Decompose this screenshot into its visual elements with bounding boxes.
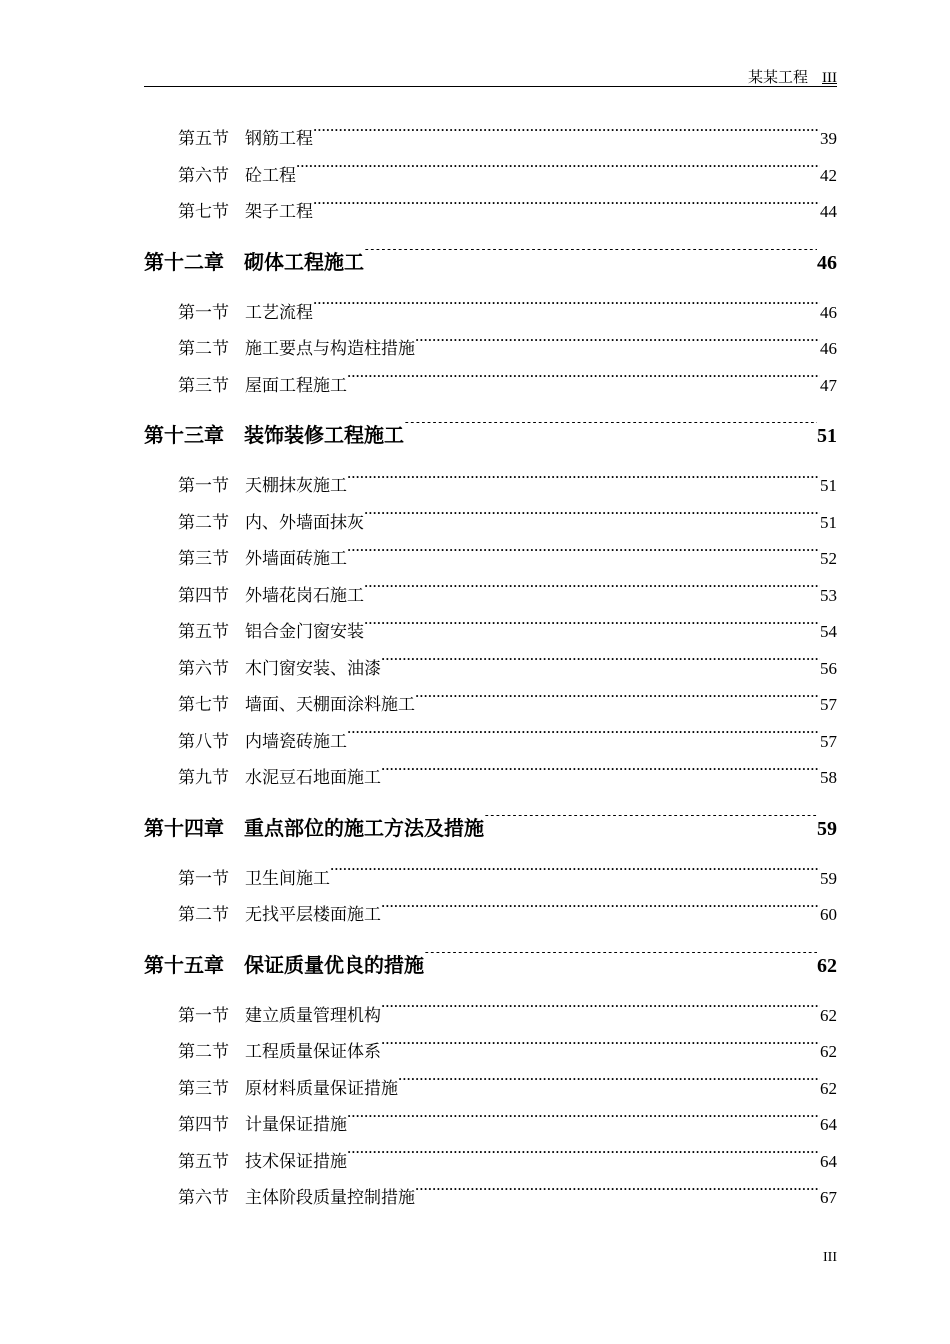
- dot-leader: [364, 584, 820, 601]
- toc-page-number: 64: [820, 1115, 837, 1134]
- toc-page-number: 54: [820, 622, 837, 641]
- page-header: [144, 66, 837, 87]
- toc-section-row[interactable]: [144, 614, 837, 651]
- toc-entry-text: 装饰装修工程施工: [244, 425, 404, 447]
- dot-leader: [398, 1077, 820, 1094]
- toc-entry-label: 第九节: [178, 768, 229, 787]
- toc-page-number: 46: [817, 251, 837, 274]
- toc-entry-text: 建立质量管理机构: [245, 1005, 381, 1025]
- toc-entry-text: 内墙瓷砖施工: [245, 731, 347, 751]
- toc-page-number: 44: [820, 202, 837, 221]
- toc-section-row[interactable]: [144, 1071, 837, 1108]
- toc-entry-text: 卫生间施工: [245, 868, 330, 888]
- toc-entry-title: [178, 121, 313, 158]
- toc-entry-label: 第六节: [178, 1188, 229, 1207]
- toc-entry-title: [178, 897, 381, 934]
- toc-entry-label: 第六节: [178, 658, 229, 678]
- toc-section-row[interactable]: [144, 1180, 837, 1217]
- dot-leader: [381, 903, 820, 920]
- toc-entry-text: 砼工程: [245, 165, 296, 185]
- toc-page-number: 51: [817, 425, 837, 447]
- toc-page-number: 62: [820, 1078, 837, 1098]
- toc-entry-title: [178, 368, 347, 405]
- toc-entry-title: [178, 861, 330, 898]
- toc-chapter-row[interactable]: [144, 804, 837, 854]
- toc-entry-label: 第二节: [178, 339, 229, 358]
- toc-entry-text: 计量保证措施: [245, 1115, 347, 1134]
- toc-entry-title: [178, 1071, 398, 1108]
- toc-entry-label: 第二节: [178, 512, 229, 532]
- toc-entry-title: [178, 651, 381, 688]
- toc-entry-title: [178, 998, 381, 1035]
- toc-section-row[interactable]: [144, 194, 837, 231]
- dot-leader: [381, 1004, 820, 1021]
- toc-section-row[interactable]: [144, 651, 837, 688]
- toc-entry-title: [144, 804, 484, 854]
- toc-page-number: 52: [820, 549, 837, 568]
- dot-leader: [415, 1186, 820, 1203]
- toc-entry-text: 技术保证措施: [245, 1151, 347, 1171]
- toc-page-number: 42: [820, 165, 837, 185]
- toc-entry-text: 屋面工程施工: [245, 375, 347, 395]
- toc-entry-title: [178, 1107, 347, 1144]
- dot-leader: [347, 1113, 820, 1130]
- dot-leader: [404, 422, 817, 442]
- toc-page-number: 62: [820, 1005, 837, 1025]
- toc-section-row[interactable]: [144, 578, 837, 615]
- toc-section-row[interactable]: [144, 760, 837, 797]
- toc-page-number: 59: [820, 868, 837, 888]
- toc-entry-text: 保证质量优良的措施: [244, 954, 424, 977]
- toc-page-number: 64: [820, 1151, 837, 1171]
- dot-leader: [484, 815, 817, 835]
- dot-leader: [415, 693, 820, 710]
- toc-entry-label: 第二节: [178, 905, 229, 924]
- toc-entry-title: [178, 724, 347, 761]
- toc-entry-text: 内、外墙面抹灰: [245, 512, 364, 532]
- toc-entry-label: 第一节: [178, 868, 229, 888]
- toc-entry-label: 第一节: [178, 302, 229, 322]
- header-text: [748, 66, 837, 87]
- toc-section-row[interactable]: [144, 1034, 837, 1071]
- toc-entry-text: 原材料质量保证措施: [245, 1078, 398, 1098]
- toc-entry-text: 工程质量保证体系: [245, 1042, 381, 1061]
- toc-entry-label: 第五节: [178, 1151, 229, 1171]
- toc-entry-text: 水泥豆石地面施工: [245, 768, 381, 787]
- toc-entry-title: [178, 194, 313, 231]
- toc-section-row[interactable]: [144, 861, 837, 898]
- toc-entry-title: [144, 941, 424, 991]
- toc-entry-text: 木门窗安装、油漆: [245, 658, 381, 678]
- toc-entry-title: [178, 295, 313, 332]
- toc-entry-text: 主体阶段质量控制措施: [245, 1188, 415, 1207]
- toc-section-row[interactable]: [144, 505, 837, 542]
- toc-section-row[interactable]: [144, 368, 837, 405]
- dot-leader: [381, 657, 820, 674]
- toc-entry-title: [178, 614, 364, 651]
- toc-section-row[interactable]: [144, 687, 837, 724]
- toc-entry-title: [178, 505, 364, 542]
- toc-page-number: 58: [820, 768, 837, 787]
- toc-entry-text: 钢筋工程: [245, 129, 313, 148]
- dot-leader: [313, 301, 820, 318]
- toc-entry-title: [178, 1034, 381, 1071]
- toc-page-number: 46: [820, 302, 837, 322]
- toc-entry-text: 砌体工程施工: [244, 251, 364, 274]
- toc-section-row[interactable]: [144, 541, 837, 578]
- toc-page-number: 57: [820, 695, 837, 714]
- toc-entry-title: [178, 578, 364, 615]
- toc-page-number: 57: [820, 731, 837, 751]
- toc-chapter-row[interactable]: [144, 238, 837, 288]
- dot-leader: [364, 620, 820, 637]
- toc-entry-title: [178, 158, 296, 195]
- toc-entry-label: 第二节: [178, 1042, 229, 1061]
- dot-leader: [364, 511, 820, 528]
- dot-leader: [381, 1040, 820, 1057]
- toc-section-row[interactable]: [144, 158, 837, 195]
- dot-leader: [347, 374, 820, 391]
- toc-entry-label: 第三节: [178, 549, 229, 568]
- toc-entry-text: 施工要点与构造柱措施: [245, 339, 415, 358]
- toc-page-number: 47: [820, 375, 837, 395]
- toc-entry-text: 架子工程: [245, 202, 313, 221]
- toc-entry-label: 第五节: [178, 129, 229, 148]
- toc-entry-label: 第四节: [178, 585, 229, 605]
- toc-page-number: 53: [820, 585, 837, 605]
- toc-section-row[interactable]: [144, 897, 837, 934]
- dot-leader: [347, 547, 820, 564]
- toc-entry-label: 第一节: [178, 1005, 229, 1025]
- toc-section-row[interactable]: [144, 1107, 837, 1144]
- toc-entry-title: [178, 1144, 347, 1181]
- toc-entry-title: [178, 331, 415, 368]
- toc-page-number: 59: [817, 817, 837, 840]
- toc-entry-text: 天棚抹灰施工: [245, 476, 347, 495]
- table-of-contents: [144, 121, 837, 1217]
- toc-section-row[interactable]: [144, 331, 837, 368]
- toc-entry-text: 重点部位的施工方法及措施: [244, 817, 484, 840]
- dot-leader: [330, 867, 820, 884]
- toc-entry-label: 第七节: [178, 202, 229, 221]
- dot-leader: [415, 337, 820, 354]
- dot-leader: [347, 1150, 820, 1167]
- toc-entry-label: 第八节: [178, 731, 229, 751]
- toc-entry-label: 第五节: [178, 622, 229, 641]
- dot-leader: [296, 164, 820, 181]
- toc-entry-text: 外墙花岗石施工: [245, 585, 364, 605]
- footer-page-number: III: [823, 1250, 837, 1265]
- toc-page-number: 39: [820, 129, 837, 148]
- toc-entry-title: [178, 687, 415, 724]
- toc-entry-title: [178, 541, 347, 578]
- toc-entry-label: 第四节: [178, 1115, 229, 1134]
- toc-entry-label: 第三节: [178, 375, 229, 395]
- toc-entry-text: 铝合金门窗安装: [245, 622, 364, 641]
- toc-entry-title: [178, 760, 381, 797]
- toc-section-row[interactable]: [144, 121, 837, 158]
- toc-chapter-row[interactable]: [144, 411, 837, 461]
- dot-leader: [424, 952, 817, 972]
- dot-leader: [364, 249, 817, 269]
- toc-page-number: 62: [820, 1042, 837, 1061]
- toc-entry-title: [144, 411, 404, 461]
- toc-entry-label: 第六节: [178, 165, 229, 185]
- toc-page-number: 62: [817, 954, 837, 977]
- dot-leader: [313, 200, 820, 217]
- toc-entry-label: 第十四章: [144, 817, 224, 840]
- toc-page-number: 46: [820, 339, 837, 358]
- toc-page-number: 56: [820, 658, 837, 678]
- toc-entry-text: 墙面、天棚面涂料施工: [245, 695, 415, 714]
- header-title: 某某工程: [747, 70, 808, 86]
- toc-page-number: 51: [820, 512, 837, 532]
- toc-entry-title: [144, 238, 364, 288]
- toc-entry-title: [178, 1180, 415, 1217]
- toc-page-number: 51: [820, 476, 837, 495]
- toc-chapter-row[interactable]: [144, 941, 837, 991]
- toc-entry-label: 第一节: [178, 476, 229, 495]
- header-page-number: III: [822, 70, 837, 86]
- toc-section-row[interactable]: [144, 468, 837, 505]
- toc-page-number: 60: [820, 905, 837, 924]
- dot-leader: [381, 766, 820, 783]
- toc-section-row[interactable]: [144, 295, 837, 332]
- dot-leader: [313, 127, 820, 144]
- toc-entry-label: 第十三章: [144, 425, 224, 447]
- toc-section-row[interactable]: [144, 998, 837, 1035]
- dot-leader: [347, 730, 820, 747]
- toc-entry-label: 第十五章: [144, 954, 224, 977]
- toc-entry-text: 无找平层楼面施工: [245, 905, 381, 924]
- dot-leader: [347, 474, 820, 491]
- toc-page-number: 67: [820, 1188, 837, 1207]
- toc-section-row[interactable]: [144, 1144, 837, 1181]
- toc-section-row[interactable]: [144, 724, 837, 761]
- toc-entry-text: 工艺流程: [245, 302, 313, 322]
- toc-entry-label: 第三节: [178, 1078, 229, 1098]
- toc-entry-label: 第七节: [178, 695, 229, 714]
- toc-entry-text: 外墙面砖施工: [245, 549, 347, 568]
- toc-entry-label: 第十二章: [144, 251, 224, 274]
- toc-entry-title: [178, 468, 347, 505]
